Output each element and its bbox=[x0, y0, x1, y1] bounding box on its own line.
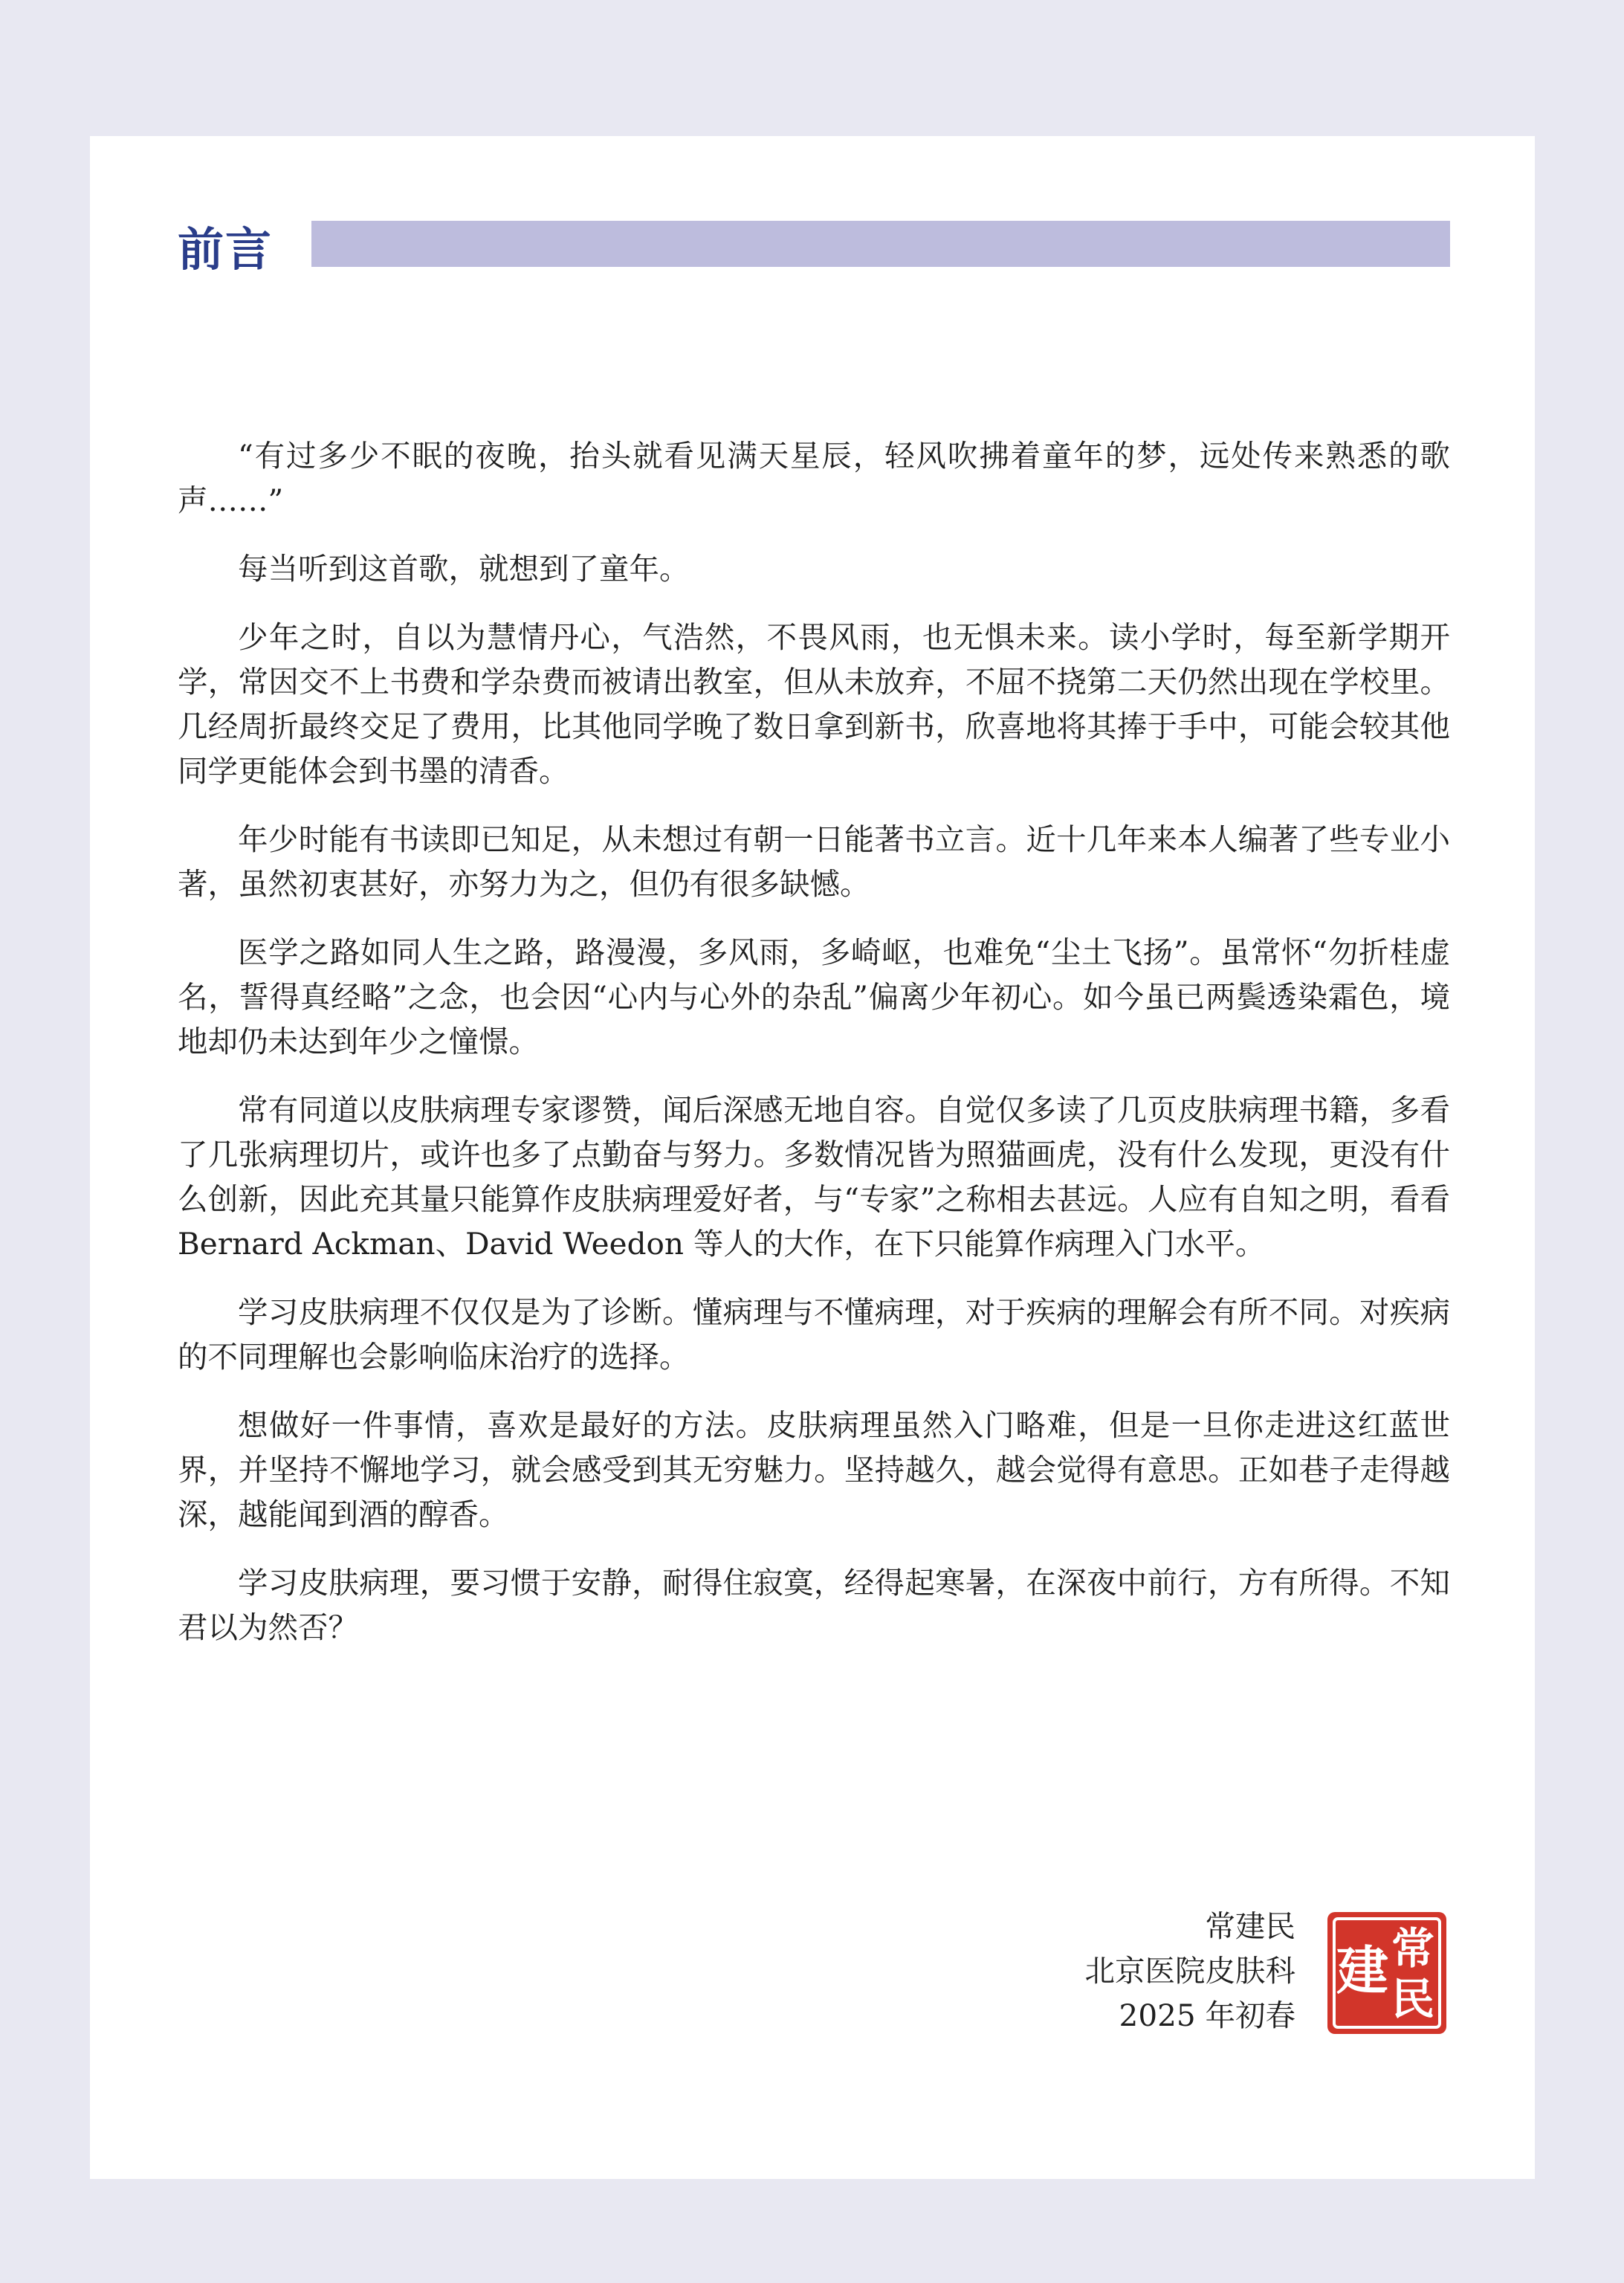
author-seal-stamp bbox=[1325, 1910, 1449, 2036]
author-affiliation: 北京医院皮肤科 bbox=[1084, 1953, 1295, 1989]
seal-char: 常 bbox=[1391, 1923, 1435, 1974]
page bbox=[90, 136, 1535, 2179]
paragraph: 想做好一件事情，喜欢是最好的方法。皮肤病理虽然入门略难，但是一旦你走进这红蓝世界，并坚持不懈地学习，就会感受到其无穷魅力。坚持越久，越会觉得有意思。正如巷子走得越深，越能闻到酒的醇香。 bbox=[178, 1407, 1450, 1532]
paragraph: 常有同道以皮肤病理专家谬赞，闻后深感无地自容。自觉仅多读了几页皮肤病理书籍，多看了几张病理切片，或许也多了点勤奋与努力。多数情况皆为照猫画虎，没有什么发现，更没有什么创新，因此充其量只能算作皮肤病理爱好者，与“专家”之称相去甚远。人应有自知之明，看看 Bernard Ackman、David Weedon 等人的大作，在下只能算作病理入门水平。 bbox=[178, 1092, 1450, 1262]
signature-block bbox=[1085, 1904, 1296, 2038]
paragraph: 学习皮肤病理不仅仅是为了诊断。懂病理与不懂病理，对于疾病的理解会有所不同。对疾病的不同理解也会影响临床治疗的选择。 bbox=[178, 1294, 1450, 1375]
heading-decoration-bar bbox=[311, 221, 1450, 267]
paragraph: 每当听到这首歌，就想到了童年。 bbox=[238, 551, 690, 587]
preface-body bbox=[178, 433, 1450, 1673]
author-name: 常建民 bbox=[1205, 1908, 1295, 1944]
page-title: 前言 bbox=[178, 222, 274, 277]
signature-date: 2025 年初春 bbox=[1119, 1998, 1295, 2033]
paragraph: 年少时能有书读即已知足，从未想过有朝一日能著书立言。近十几年来本人编著了些专业小著，虽然初衷甚好，亦努力为之，但仍有很多缺憾。 bbox=[178, 821, 1450, 902]
paragraph: 学习皮肤病理，要习惯于安静，耐得住寂寞，经得起寒暑，在深夜中前行，方有所得。不知君以为然否？ bbox=[178, 1565, 1450, 1645]
seal-char: 民 bbox=[1391, 1974, 1435, 2024]
paragraph: “有过多少不眠的夜晚，抬头就看见满天星辰，轻风吹拂着童年的梦，远处传来熟悉的歌声……” bbox=[178, 438, 1450, 518]
seal-char: 建 bbox=[1336, 1940, 1388, 2001]
paragraph: 医学之路如同人生之路，路漫漫，多风雨，多崎岖，也难免“尘土飞扬”。虽常怀“勿折桂虚名，誓得真经略”之念，也会因“心内与心外的杂乱”偏离少年初心。如今虽已两鬓透染霜色，境地却仍未达到年少之憧憬。 bbox=[178, 934, 1450, 1059]
paragraph: 少年之时，自以为慧情丹心，气浩然，不畏风雨，也无惧未来。读小学时，每至新学期开学，常因交不上书费和学杂费而被请出教室，但从未放弃，不屈不挠第二天仍然出现在学校里。几经周折最终交足了费用，比其他同学晚了数日拿到新书，欣喜地将其捧于手中，可能会较其他同学更能体会到书墨的清香。 bbox=[178, 619, 1450, 789]
